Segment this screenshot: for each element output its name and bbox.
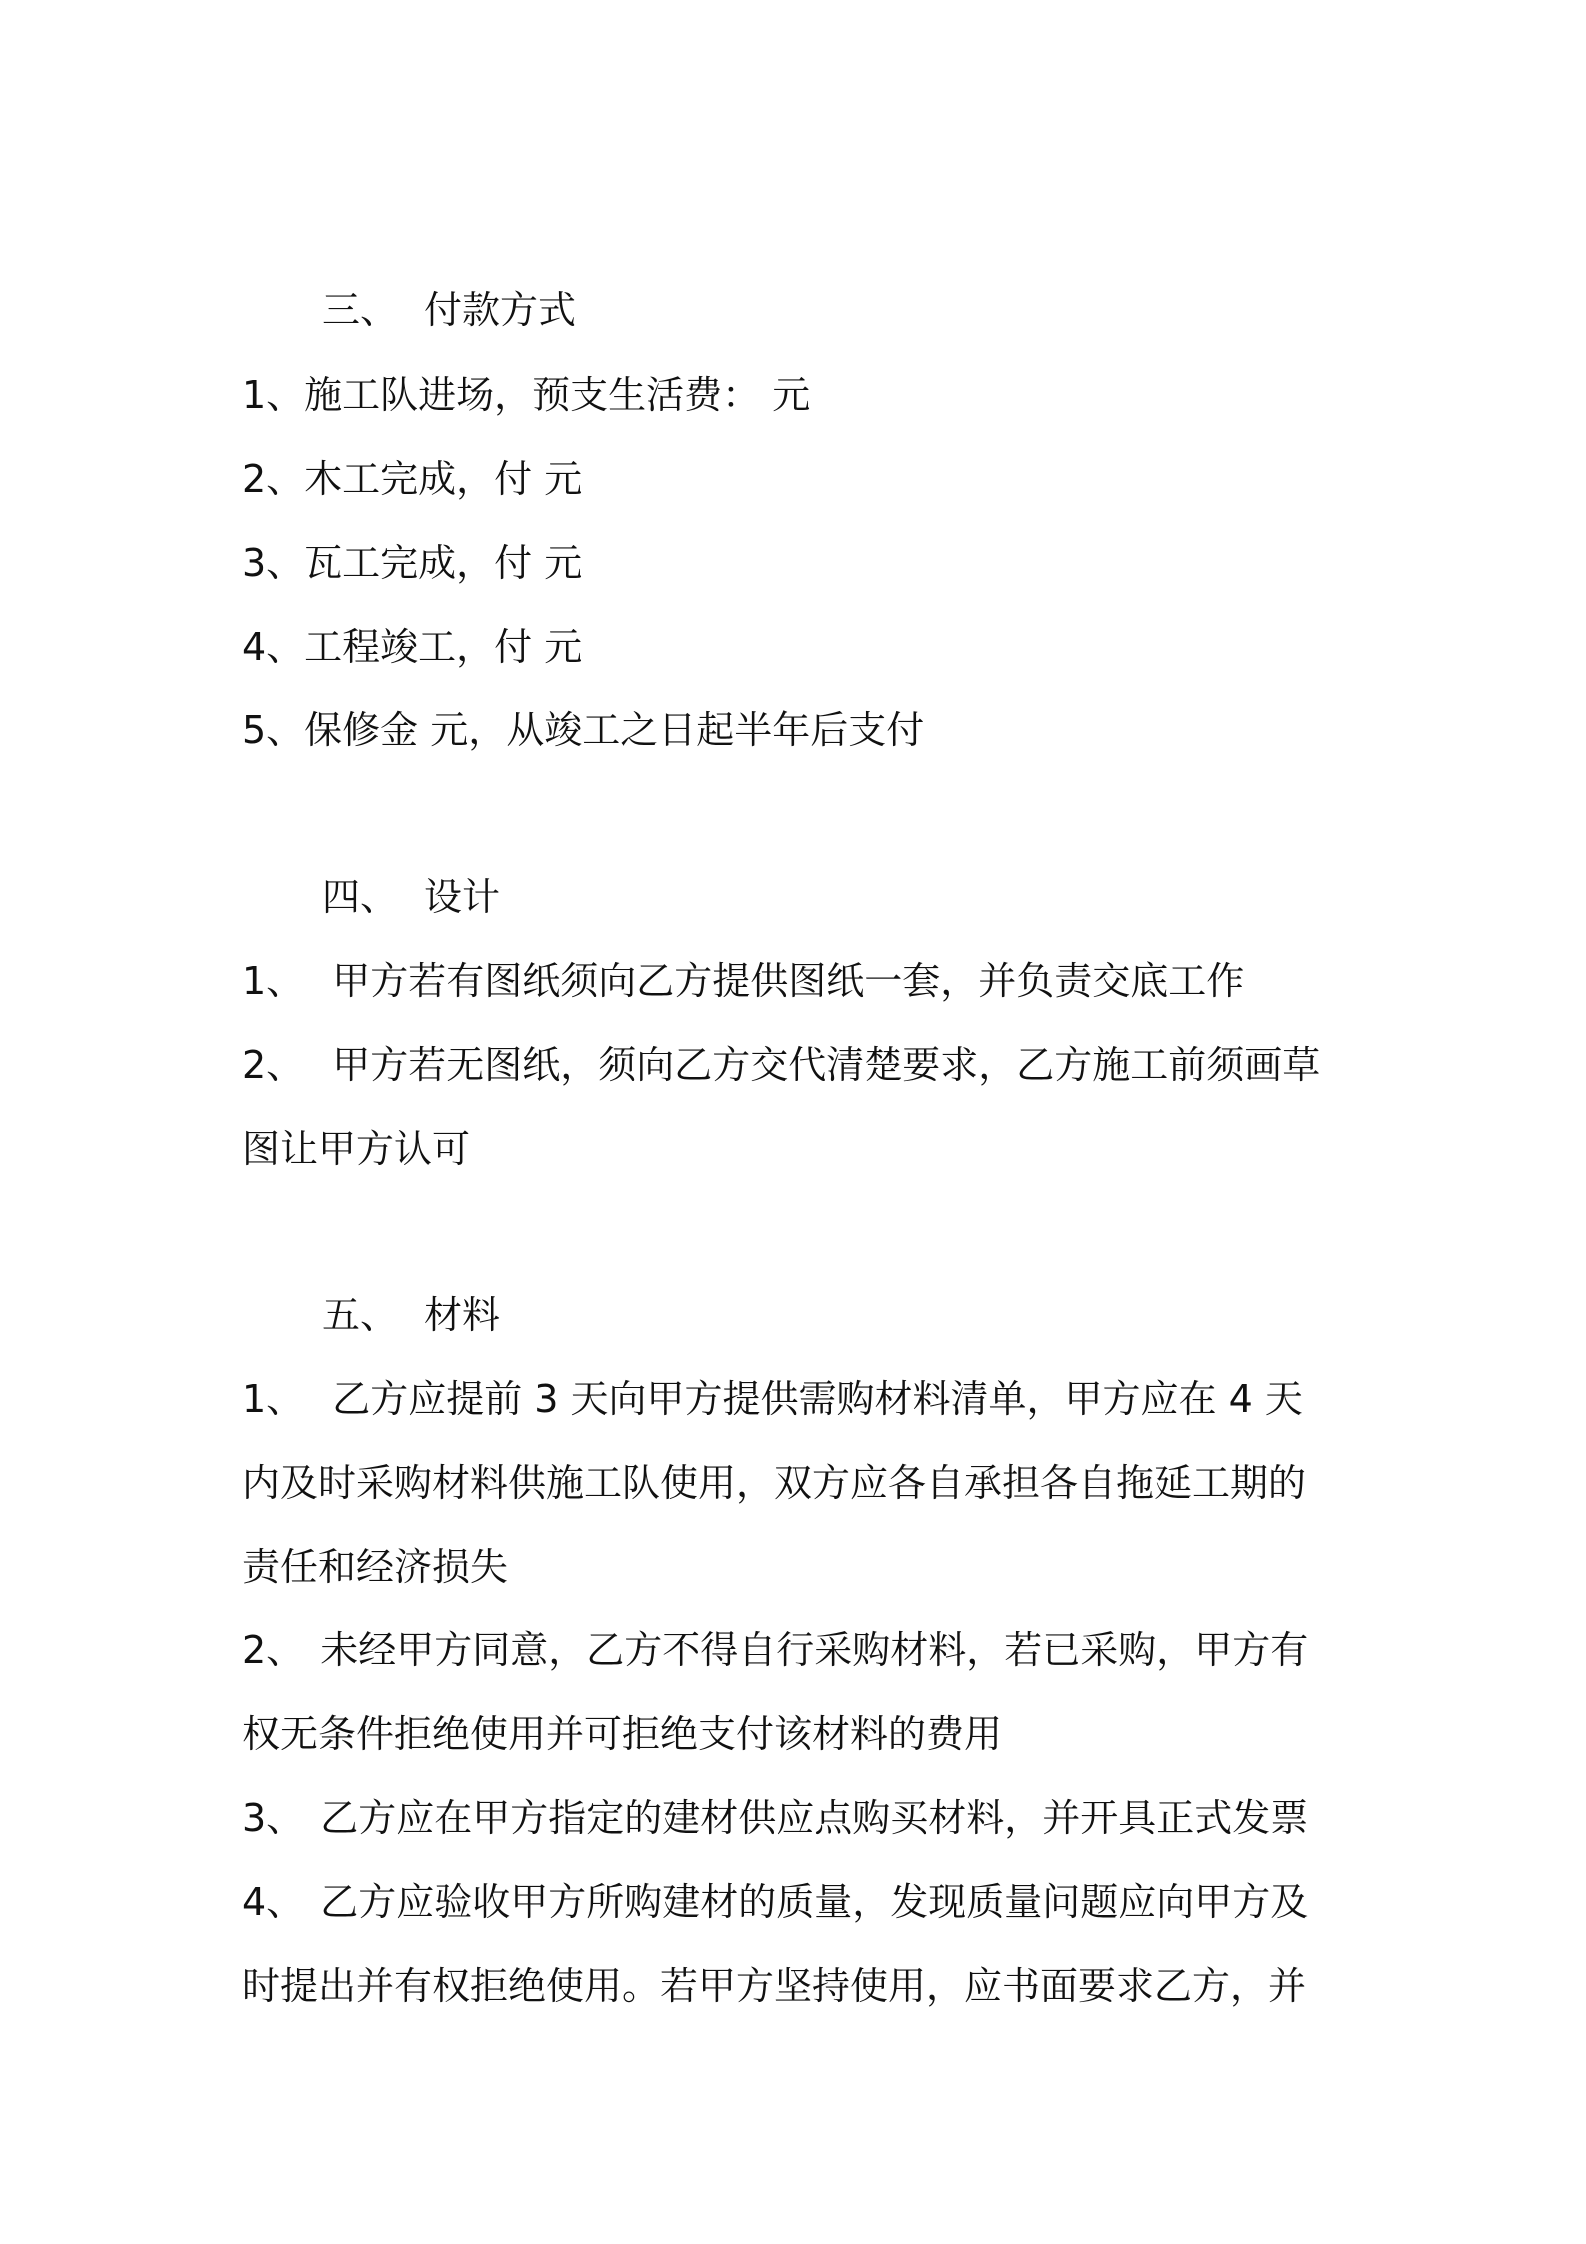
item-number: 2、 bbox=[242, 1043, 305, 1087]
section-heading-materials bbox=[322, 1285, 500, 1345]
section-number: 四、 bbox=[322, 875, 399, 919]
design-item-2-cont bbox=[242, 1119, 470, 1179]
item-number: 1、 bbox=[242, 959, 305, 1003]
section-number: 三、 bbox=[322, 288, 399, 332]
payment-line-2: 2、木工完成，付 元 bbox=[242, 457, 583, 501]
materials-item-2-cont bbox=[242, 1704, 1002, 1764]
item-text: 甲方若无图纸，须向乙方交代清楚要求，乙方施工前须画草 bbox=[332, 1043, 1321, 1087]
payment-line-4: 4、工程竣工，付 元 bbox=[242, 625, 583, 669]
design-item-1 bbox=[242, 951, 1244, 1011]
section-number: 五、 bbox=[322, 1293, 399, 1337]
payment-line-3: 3、瓦工完成，付 元 bbox=[242, 541, 583, 585]
item-number: 1、 bbox=[242, 1377, 305, 1421]
section-heading-design bbox=[322, 867, 500, 927]
section-title: 付款方式 bbox=[424, 288, 577, 332]
item-text: 时提出并有权拒绝使用。若甲方坚持使用，应书面要求乙方，并 bbox=[242, 1964, 1307, 2008]
section-title: 材料 bbox=[424, 1293, 501, 1337]
item-number: 3、 bbox=[242, 1796, 305, 1840]
item-text: 乙方应验收甲方所购建材的质量，发现质量问题应向甲方及 bbox=[320, 1880, 1309, 1924]
item-number: 2、 bbox=[242, 1628, 305, 1672]
item-text: 责任和经济损失 bbox=[242, 1545, 509, 1589]
materials-item-4-cont bbox=[242, 1956, 1306, 2016]
payment-line-5: 5、保修金 元，从竣工之日起半年后支付 bbox=[242, 708, 925, 752]
item-text: 甲方若有图纸须向乙方提供图纸一套，并负责交底工作 bbox=[332, 959, 1245, 1003]
item-text: 权无条件拒绝使用并可拒绝支付该材料的费用 bbox=[242, 1712, 1003, 1756]
section-title: 设计 bbox=[424, 875, 501, 919]
item-text: 图让甲方认可 bbox=[242, 1127, 471, 1171]
materials-item-1-cont-b bbox=[242, 1537, 508, 1597]
materials-item-4 bbox=[242, 1872, 1308, 1932]
payment-line-1: 1、施工队进场，预支生活费： 元 bbox=[242, 373, 811, 417]
design-item-2 bbox=[242, 1035, 1320, 1095]
item-text: 乙方应提前 3 天向甲方提供需购材料清单，甲方应在 4 天 bbox=[332, 1377, 1303, 1421]
materials-item-1 bbox=[242, 1369, 1303, 1429]
item-number: 4、 bbox=[242, 1880, 305, 1924]
item-text: 内及时采购材料供施工队使用，双方应各自承担各自拖延工期的 bbox=[242, 1461, 1307, 1505]
materials-item-1-cont-a bbox=[242, 1453, 1306, 1513]
item-text: 未经甲方同意，乙方不得自行采购材料，若已采购，甲方有 bbox=[320, 1628, 1309, 1672]
item-text: 乙方应在甲方指定的建材供应点购买材料，并开具正式发票 bbox=[320, 1796, 1309, 1840]
materials-item-2 bbox=[242, 1620, 1308, 1680]
section-heading-payment bbox=[322, 280, 576, 340]
materials-item-3 bbox=[242, 1788, 1308, 1848]
